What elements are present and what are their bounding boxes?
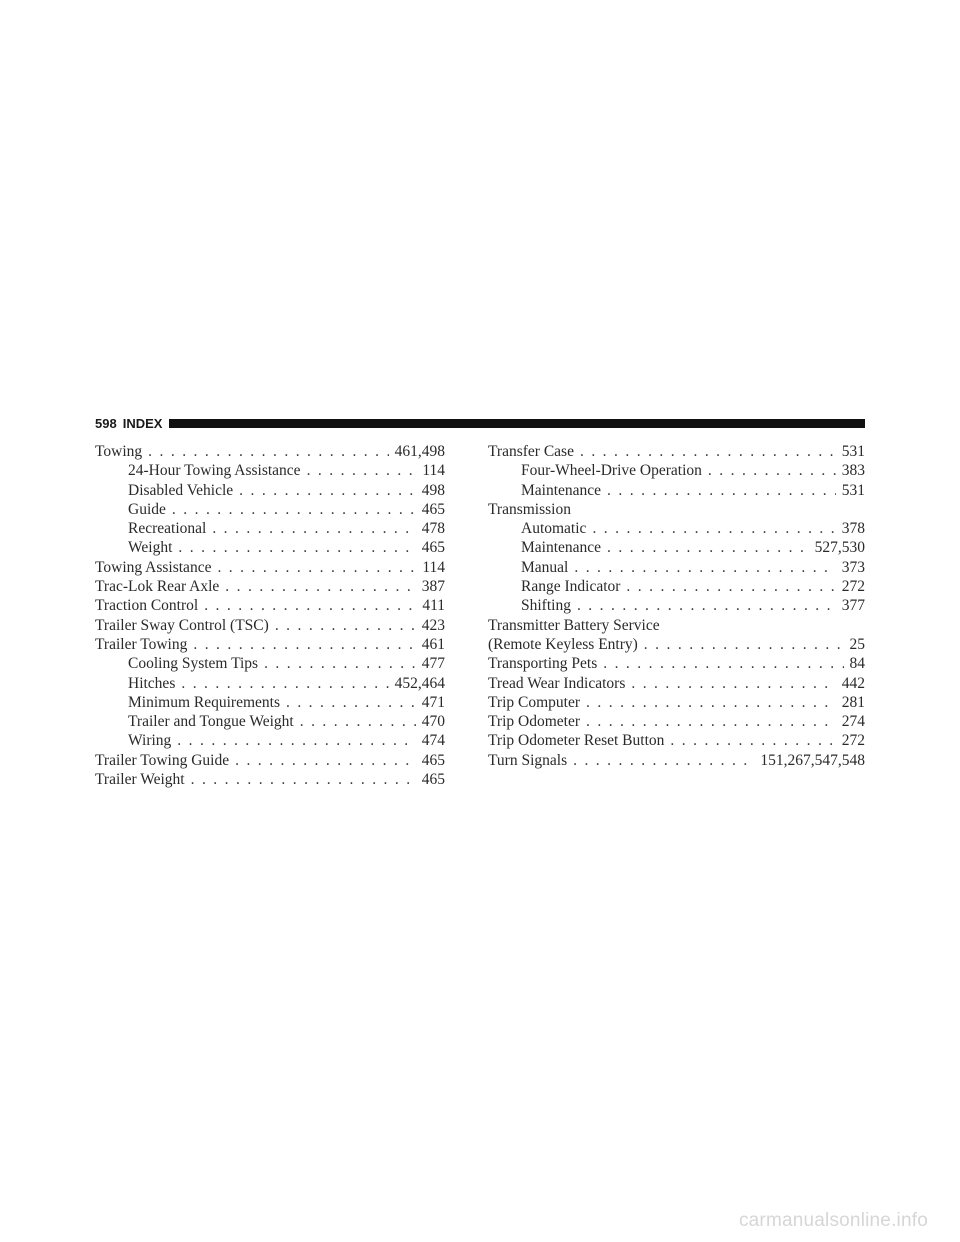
dot-leader bbox=[708, 461, 836, 480]
index-subentry bbox=[95, 674, 445, 693]
index-subentry bbox=[95, 693, 445, 712]
index-entry bbox=[95, 635, 445, 654]
dot-leader bbox=[191, 770, 416, 789]
dot-leader bbox=[670, 731, 835, 750]
index-entry bbox=[488, 616, 865, 635]
dot-leader bbox=[204, 596, 416, 615]
entry-term: Maintenance bbox=[521, 539, 602, 557]
entry-term: Towing Assistance bbox=[95, 558, 212, 576]
dot-leader bbox=[235, 751, 416, 770]
entry-page: 383 bbox=[841, 462, 865, 480]
entry-term: Automatic bbox=[521, 520, 587, 538]
entry-term: Towing bbox=[95, 443, 143, 460]
index-subentry bbox=[95, 481, 445, 500]
entry-term: Transporting Pets bbox=[488, 655, 598, 673]
index-subentry bbox=[488, 519, 865, 538]
index-subentry bbox=[95, 654, 445, 673]
entry-page: 84 bbox=[849, 655, 865, 673]
dot-leader bbox=[586, 693, 836, 712]
entry-page: 531 bbox=[841, 481, 865, 499]
index-entry bbox=[95, 558, 445, 577]
entry-page: 461,498 bbox=[394, 443, 445, 460]
dot-leader bbox=[178, 538, 415, 557]
entry-page: 377 bbox=[841, 597, 865, 615]
dot-leader bbox=[193, 635, 415, 654]
index-subentry bbox=[488, 461, 865, 480]
index-entry bbox=[488, 712, 865, 731]
dot-leader bbox=[264, 654, 416, 673]
index-column-left bbox=[95, 442, 445, 789]
entry-page: 465 bbox=[421, 751, 445, 769]
entry-term: Hitches bbox=[128, 674, 176, 692]
dot-leader bbox=[217, 558, 416, 577]
index-subentry bbox=[488, 481, 865, 500]
index-entry bbox=[488, 693, 865, 712]
entry-term: Transmission bbox=[488, 500, 571, 518]
entry-page: 272 bbox=[841, 732, 865, 750]
entry-page: 25 bbox=[849, 635, 865, 653]
entry-term: Four-Wheel-Drive Operation bbox=[521, 462, 702, 480]
entry-term: Trailer and Tongue Weight bbox=[128, 713, 294, 731]
header-rule bbox=[169, 419, 865, 428]
page-header bbox=[95, 412, 865, 434]
dot-leader bbox=[580, 442, 836, 461]
entry-page: 274 bbox=[841, 713, 865, 731]
index-subentry bbox=[95, 538, 445, 557]
index-subentry bbox=[95, 712, 445, 731]
index-entry bbox=[95, 770, 445, 789]
entry-term: Trailer Towing bbox=[95, 635, 188, 653]
index-subentry bbox=[488, 577, 865, 596]
entry-page: 411 bbox=[422, 597, 445, 615]
entry-page: 423 bbox=[421, 616, 445, 634]
entry-term: Shifting bbox=[521, 597, 571, 615]
entry-page: 452,464 bbox=[394, 674, 445, 692]
index-entry bbox=[488, 442, 865, 461]
index-entry bbox=[95, 616, 445, 635]
index-entry bbox=[95, 442, 445, 461]
dot-leader bbox=[225, 577, 415, 596]
index-column-right bbox=[488, 442, 865, 770]
entry-term: Trailer Sway Control (TSC) bbox=[95, 616, 269, 634]
entry-term: Trip Odometer Reset Button bbox=[488, 732, 665, 750]
entry-term: Cooling System Tips bbox=[128, 655, 259, 673]
index-subentry bbox=[95, 519, 445, 538]
index-subentry bbox=[95, 500, 445, 519]
index-entry bbox=[95, 751, 445, 770]
dot-leader bbox=[607, 481, 836, 500]
index-entry bbox=[95, 596, 445, 615]
dot-leader bbox=[631, 674, 835, 693]
index-entry bbox=[95, 577, 445, 596]
index-entry bbox=[488, 731, 865, 750]
entry-page: 471 bbox=[421, 693, 445, 711]
entry-term: Tread Wear Indicators bbox=[488, 674, 626, 692]
index-subentry bbox=[488, 596, 865, 615]
page-number: 598 bbox=[95, 415, 117, 431]
index-entry bbox=[488, 500, 865, 519]
entry-page: 465 bbox=[421, 771, 445, 789]
entry-page: 477 bbox=[421, 655, 445, 673]
dot-leader bbox=[300, 712, 416, 731]
entry-term: Disabled Vehicle bbox=[128, 481, 234, 499]
dot-leader bbox=[574, 558, 835, 577]
index-entry bbox=[488, 751, 865, 770]
entry-term: Manual bbox=[521, 558, 569, 576]
entry-term: Range Indicator bbox=[521, 578, 621, 596]
entry-page: 531 bbox=[841, 443, 865, 460]
entry-term: Wiring bbox=[128, 732, 172, 750]
dot-leader bbox=[592, 519, 835, 538]
entry-term: Weight bbox=[128, 539, 173, 557]
section-title: INDEX bbox=[122, 415, 163, 431]
dot-leader bbox=[172, 500, 416, 519]
dot-leader bbox=[286, 693, 416, 712]
dot-leader bbox=[148, 442, 388, 461]
entry-term: Recreational bbox=[128, 520, 207, 538]
dot-leader bbox=[586, 712, 836, 731]
entry-page: 378 bbox=[841, 520, 865, 538]
entry-page: 461 bbox=[421, 635, 445, 653]
entry-term: Trip Odometer bbox=[488, 713, 580, 731]
entry-page: 281 bbox=[841, 693, 865, 711]
dot-leader bbox=[573, 751, 754, 770]
entry-page: 470 bbox=[421, 713, 445, 731]
entry-page: 465 bbox=[421, 500, 445, 518]
dot-leader bbox=[177, 731, 415, 750]
dot-leader bbox=[607, 538, 809, 557]
entry-term: Trailer Towing Guide bbox=[95, 751, 230, 769]
entry-page: 478 bbox=[421, 520, 445, 538]
index-subentry bbox=[488, 538, 865, 557]
entry-term: Transfer Case bbox=[488, 443, 574, 460]
index-subentry bbox=[488, 558, 865, 577]
entry-term: Trac-Lok Rear Axle bbox=[95, 578, 220, 596]
dot-leader bbox=[239, 481, 416, 500]
entry-page: 442 bbox=[841, 674, 865, 692]
dot-leader bbox=[626, 577, 835, 596]
entry-page: 474 bbox=[421, 732, 445, 750]
dot-leader bbox=[644, 635, 844, 654]
entry-term: Trailer Weight bbox=[95, 771, 185, 789]
entry-page: 114 bbox=[422, 462, 445, 480]
index-entry bbox=[488, 635, 865, 654]
index-entry bbox=[488, 654, 865, 673]
dot-leader bbox=[307, 461, 417, 480]
entry-term: Trip Computer bbox=[488, 693, 581, 711]
dot-leader bbox=[181, 674, 388, 693]
entry-page: 373 bbox=[841, 558, 865, 576]
entry-page: 527,530 bbox=[814, 539, 865, 557]
index-entry bbox=[488, 674, 865, 693]
entry-page: 272 bbox=[841, 578, 865, 596]
entry-page: 387 bbox=[421, 578, 445, 596]
entry-term: Maintenance bbox=[521, 481, 602, 499]
entry-page: 465 bbox=[421, 539, 445, 557]
index-subentry bbox=[95, 461, 445, 480]
entry-page: 498 bbox=[421, 481, 445, 499]
dot-leader bbox=[603, 654, 843, 673]
entry-term: (Remote Keyless Entry) bbox=[488, 635, 638, 653]
dot-leader bbox=[577, 596, 836, 615]
entry-page: 151,267,547,548 bbox=[760, 751, 865, 769]
dot-leader bbox=[212, 519, 415, 538]
entry-term: 24-Hour Towing Assistance bbox=[128, 462, 301, 480]
entry-term: Guide bbox=[128, 500, 166, 518]
watermark: carmanualsonline.info bbox=[738, 1210, 928, 1231]
entry-term: Traction Control bbox=[95, 597, 199, 615]
entry-term: Turn Signals bbox=[488, 751, 568, 769]
index-subentry bbox=[95, 731, 445, 750]
entry-term: Minimum Requirements bbox=[128, 693, 280, 711]
dot-leader bbox=[275, 616, 416, 635]
entry-page: 114 bbox=[422, 558, 445, 576]
entry-term: Transmitter Battery Service bbox=[488, 616, 660, 634]
